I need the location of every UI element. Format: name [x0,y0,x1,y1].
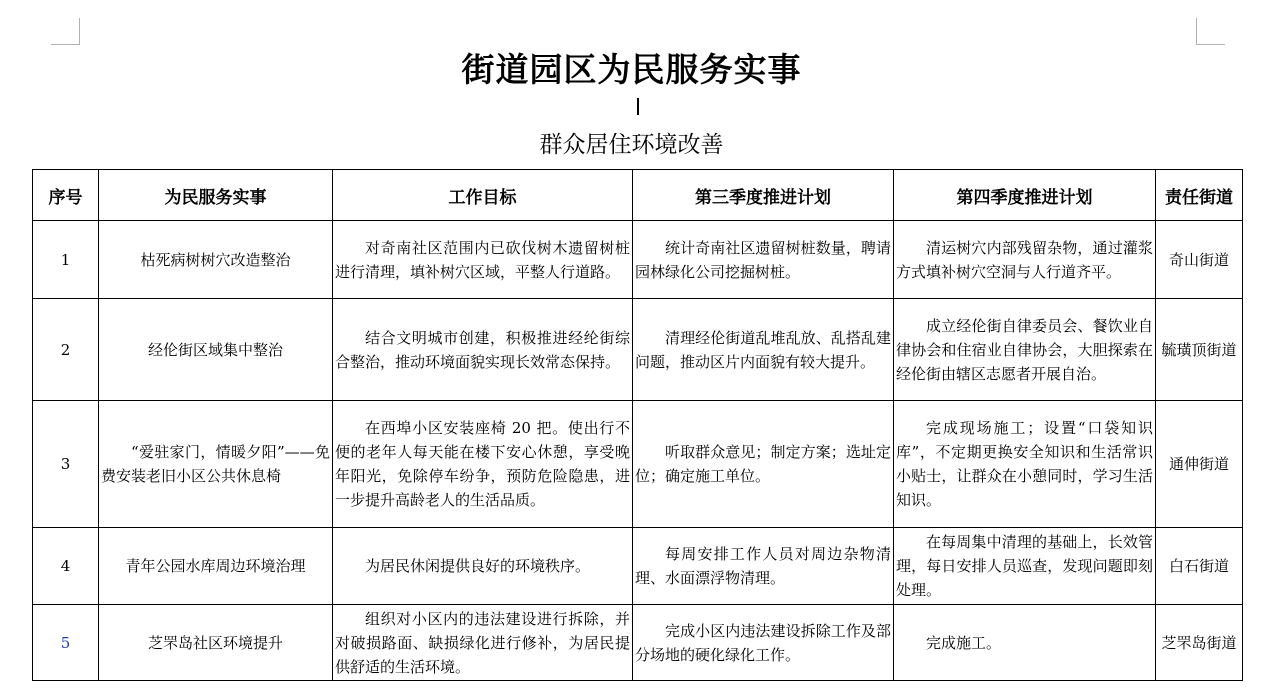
cell-q4: 完成施工。 [894,605,1156,681]
header-q3: 第三季度推进计划 [633,170,894,221]
cell-no: 1 [33,221,99,299]
cell-goal: 在西埠小区安装座椅 20 把。使出行不便的老年人每天能在楼下安心休憩，享受晚年阳光，免除停车纷争，预防危险隐患，进一步提升高龄老人的生活品质。 [333,401,633,528]
cell-item: “爱驻家门，情暖夕阳”——免费安装老旧小区公共休息椅 [99,401,333,528]
cell-street: 白石街道 [1156,528,1243,605]
cell-street: 奇山街道 [1156,221,1243,299]
cell-q4: 成立经伦街自律委员会、餐饮业自律协会和住宿业自律协会，大胆探索在经伦街由辖区志愿者开展自治。 [894,299,1156,401]
table-row [33,221,1243,299]
table-row [33,299,1243,401]
cell-goal: 组织对小区内的违法建设进行拆除，并对破损路面、缺损绿化进行修补，为居民提供舒适的生活环境。 [333,605,633,681]
cell-no: 5 [33,605,99,681]
cell-q3: 完成小区内违法建设拆除工作及部分场地的硬化绿化工作。 [633,605,894,681]
header-item: 为民服务实事 [99,170,333,221]
cell-item: 青年公园水库周边环境治理 [99,528,333,605]
cell-goal: 对奇南社区范围内已砍伐树木遗留树桩进行清理，填补树穴区域，平整人行道路。 [333,221,633,299]
page-corner-mark-top-left [51,18,80,45]
table-row [33,401,1243,528]
table-header-row [33,170,1243,221]
document-subtitle: 群众居住环境改善 [539,132,724,158]
cell-no: 4 [33,528,99,605]
cell-item: 枯死病树树穴改造整治 [99,221,333,299]
cell-goal: 结合文明城市创建，积极推进经纶街综合整治，推动环境面貌实现长效常态保持。 [333,299,633,401]
header-q4: 第四季度推进计划 [894,170,1156,221]
cell-q3: 听取群众意见；制定方案；选址定位；确定施工单位。 [633,401,894,528]
service-table [32,169,1243,681]
cell-street: 芝罘岛街道 [1156,605,1243,681]
cell-goal: 为居民休闲提供良好的环境秩序。 [333,528,633,605]
cell-q3: 每周安排工作人员对周边杂物清理、水面漂浮物清理。 [633,528,894,605]
header-street: 责任街道 [1156,170,1243,221]
cell-item: 芝罘岛社区环境提升 [99,605,333,681]
text-cursor [637,98,639,115]
document-title: 街道园区为民服务实事 [461,50,802,89]
cell-no: 2 [33,299,99,401]
table-row [33,528,1243,605]
cell-q3: 清理经伦街道乱堆乱放、乱搭乱建问题，推动区片内面貌有较大提升。 [633,299,894,401]
header-no: 序号 [33,170,99,221]
cell-no: 3 [33,401,99,528]
cell-q4: 完成现场施工；设置“口袋知识库”，不定期更换安全知识和生活常识小贴士，让群众在小憩同时，学习生活知识。 [894,401,1156,528]
cell-street: 通伸街道 [1156,401,1243,528]
cell-item: 经伦街区域集中整治 [99,299,333,401]
cell-street: 毓璜顶街道 [1156,299,1243,401]
cell-q3: 统计奇南社区遗留树桩数量，聘请园林绿化公司挖掘树桩。 [633,221,894,299]
cell-q4: 清运树穴内部残留杂物，通过灌浆方式填补树穴空洞与人行道齐平。 [894,221,1156,299]
table-row [33,605,1243,681]
page-corner-mark-top-right [1196,18,1225,45]
header-goal: 工作目标 [333,170,633,221]
cell-q4: 在每周集中清理的基础上，长效管理，每日安排人员巡查，发现问题即刻处理。 [894,528,1156,605]
